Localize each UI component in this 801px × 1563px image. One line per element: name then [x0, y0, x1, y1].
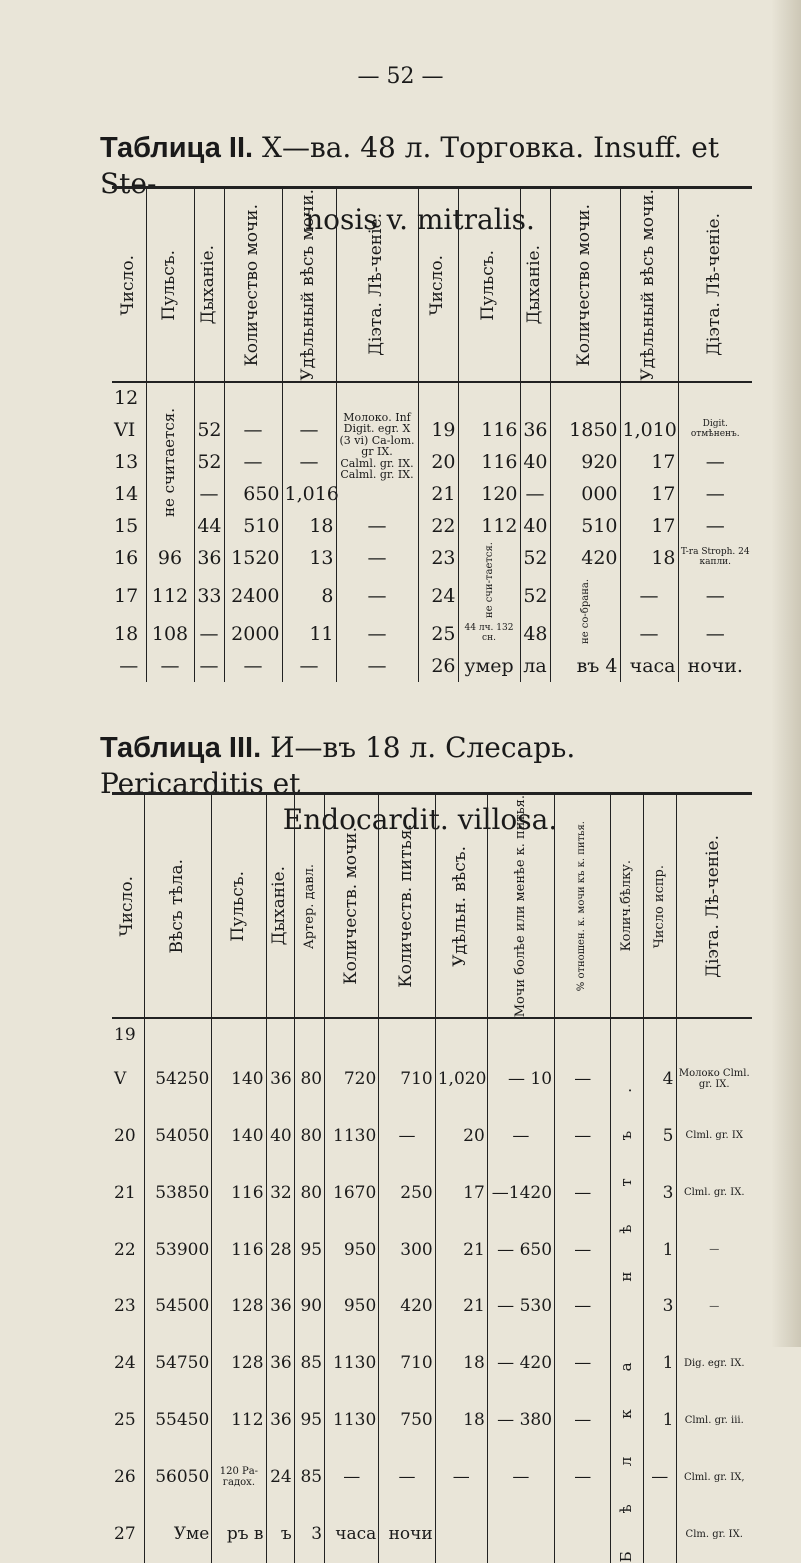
cell: 56050 [145, 1449, 212, 1506]
t2-h2: Дыханіе. [194, 188, 224, 382]
cell: — [520, 478, 550, 510]
cell: 1,010 [620, 414, 678, 446]
cell: 920 [550, 446, 620, 478]
t2-h9: Количество мочи. [550, 188, 620, 382]
cell: 95 [294, 1221, 324, 1278]
cell: 25 [418, 618, 458, 650]
cell [643, 1018, 676, 1050]
cell: 54500 [145, 1278, 212, 1335]
cell: 15 [114, 514, 139, 537]
cell: — [676, 1278, 752, 1335]
cell: ла [520, 650, 550, 682]
cell: 22 [418, 510, 458, 542]
cell: умер [458, 650, 520, 682]
t2-h7: Пульсъ. [458, 188, 520, 382]
cell: 510 [550, 510, 620, 542]
cell: — 380 [487, 1392, 554, 1449]
cell: 120 [458, 478, 520, 510]
cell: 2400 [224, 574, 282, 618]
t2-h10: Удѣльный вѣсъ мочи. [620, 188, 678, 382]
cell: 20 [435, 1107, 487, 1164]
cell: 000 [550, 478, 620, 510]
cell: 120 Ра-гадох. [212, 1449, 266, 1506]
cell: 17 [114, 584, 139, 607]
cell [212, 1018, 266, 1050]
cell: 420 [550, 542, 620, 574]
cell: 23 [418, 542, 458, 574]
page-number: — 52 — [357, 64, 444, 89]
cell [294, 1018, 324, 1050]
table2 [112, 186, 752, 682]
t3-h2: Пульсъ. [212, 794, 266, 1019]
cell: 80 [294, 1107, 324, 1164]
cell: 1 [643, 1392, 676, 1449]
cell: 112 [212, 1392, 266, 1449]
cell: 1 [643, 1221, 676, 1278]
cell: 32 [266, 1164, 294, 1221]
cell: 510 [224, 510, 282, 542]
cell: 53900 [145, 1221, 212, 1278]
cell: 19 [114, 1024, 136, 1045]
cell: 19 [418, 414, 458, 446]
cell: — [555, 1221, 611, 1278]
cell [678, 382, 752, 414]
cell: Уме [145, 1506, 212, 1563]
cell: — [555, 1050, 611, 1107]
cell: 26 [418, 650, 458, 682]
t2-h8: Дыханіе. [520, 188, 550, 382]
cell: 52 [194, 446, 224, 478]
cell: 16 [114, 546, 139, 569]
cell: 36 [194, 542, 224, 574]
table2-title-line1: X—ва. 48 л. Торговка. Insuff. et Ste- [100, 131, 720, 200]
pulse-note-cell: не считается. [146, 382, 194, 542]
cell: — 650 [487, 1221, 554, 1278]
cell: 112 [458, 510, 520, 542]
cell: — [678, 478, 752, 510]
cell: часа [325, 1506, 379, 1563]
t3-h12: Діэта. Лѣ-ченіе. [676, 794, 752, 1019]
cell: 5 [643, 1107, 676, 1164]
cell: 40 [266, 1107, 294, 1164]
cell: 52 [194, 414, 224, 446]
cell [520, 382, 550, 414]
t3-h11: Число испр. [643, 794, 676, 1019]
cell: Clml. gr. IX [676, 1107, 752, 1164]
cell: 13 [282, 542, 336, 574]
cell: 55450 [145, 1392, 212, 1449]
cell: 1130 [325, 1335, 379, 1392]
cell: 1850 [550, 414, 620, 446]
cell: 140 [212, 1107, 266, 1164]
cell: T-ra Stroph. 24 капли. [678, 542, 752, 574]
cell [266, 1018, 294, 1050]
cell: Digit. отмѣненъ. [678, 414, 752, 446]
cell: 17 [435, 1164, 487, 1221]
cell: 21 [114, 1182, 136, 1203]
table3 [112, 792, 752, 1563]
cell: — [379, 1449, 435, 1506]
cell: 44 лч. 132 сн. [458, 618, 520, 650]
cell: — [555, 1335, 611, 1392]
t2-h1: Пульсъ. [146, 188, 194, 382]
cell: — [435, 1449, 487, 1506]
urine-note-right: не со-брана. [550, 574, 620, 650]
pulse-note-right: не счи-тается. [458, 542, 520, 618]
table-row [112, 1221, 752, 1278]
cell [487, 1018, 554, 1050]
cell: — [194, 478, 224, 510]
t3-h7: Удѣльн. вѣсъ. [435, 794, 487, 1019]
cell: 13 [114, 450, 139, 473]
cell: 116 [458, 414, 520, 446]
cell: 24 [418, 574, 458, 618]
cell [620, 382, 678, 414]
cell: 33 [194, 574, 224, 618]
cell: Clml. gr. iii. [676, 1392, 752, 1449]
diet-note-cell: Молоко. Inf Digit. egr. X (3 vi) Ca-lom. gr IX. Calml. gr. IX. Calml. gr. IX. [336, 382, 418, 510]
cell: 18 [114, 622, 139, 645]
cell: — [678, 618, 752, 650]
cell: 85 [294, 1335, 324, 1392]
table-row [112, 510, 752, 542]
cell: 14 [114, 482, 139, 505]
cell [550, 382, 620, 414]
table-row [112, 1506, 752, 1563]
cell [282, 382, 336, 414]
cell: 17 [620, 510, 678, 542]
t2-h11: Діэта. Лѣ-ченіе. [678, 188, 752, 382]
cell: часа [620, 650, 678, 682]
cell: — [224, 650, 282, 682]
cell [555, 1506, 611, 1563]
t3-h4: Артер. давл. [294, 794, 324, 1019]
cell: — [282, 650, 336, 682]
cell: — [678, 446, 752, 478]
cell: 128 [212, 1278, 266, 1335]
cell: ночи. [678, 650, 752, 682]
cell: — [282, 414, 336, 446]
cell: 11 [282, 618, 336, 650]
cell: 36 [520, 414, 550, 446]
cell: — [379, 1107, 435, 1164]
cell: 24 [266, 1449, 294, 1506]
cell: 18 [620, 542, 678, 574]
cell: ръ в [212, 1506, 266, 1563]
cell: — [336, 618, 418, 650]
cell: 18 [282, 510, 336, 542]
t3-h6: Количеств. питья. [379, 794, 435, 1019]
cell: 40 [520, 510, 550, 542]
cell: — [555, 1449, 611, 1506]
cell: — [555, 1278, 611, 1335]
t2-h5: Діэта. Лѣ-ченіе. [336, 188, 418, 382]
cell: — [119, 654, 139, 677]
t3-h9: % отношен. к. мочи къ к. питья. [555, 794, 611, 1019]
table3-title-line1: И—въ 18 л. Слесарь. Pericarditis et [100, 731, 576, 800]
cell: — [336, 650, 418, 682]
cell: 44 [194, 510, 224, 542]
cell: Clml. gr. IX, [676, 1449, 752, 1506]
cell: 3 [643, 1164, 676, 1221]
table-row [112, 542, 752, 574]
cell: V [114, 1068, 127, 1089]
cell: — [487, 1449, 554, 1506]
cell: 36 [266, 1335, 294, 1392]
table-row [112, 1449, 752, 1506]
cell: 116 [212, 1164, 266, 1221]
page-edge-shadow [771, 0, 801, 1347]
cell [487, 1506, 554, 1563]
cell: — [487, 1107, 554, 1164]
cell [676, 1018, 752, 1050]
table-row [112, 1107, 752, 1164]
cell: 1130 [325, 1107, 379, 1164]
cell: —1420 [487, 1164, 554, 1221]
cell: 54050 [145, 1107, 212, 1164]
cell: 18 [435, 1335, 487, 1392]
cell: — [282, 446, 336, 478]
cell: 1520 [224, 542, 282, 574]
cell: — [678, 510, 752, 542]
t3-h0: Число. [117, 875, 138, 937]
cell: 80 [294, 1164, 324, 1221]
cell: 54250 [145, 1050, 212, 1107]
cell: 53850 [145, 1164, 212, 1221]
cell: — [620, 574, 678, 618]
cell: 650 [224, 478, 282, 510]
cell: — [336, 542, 418, 574]
protein-note-cell: Бѣлка нѣтъ. [611, 1050, 644, 1562]
cell: 420 [379, 1278, 435, 1335]
cell: — [555, 1164, 611, 1221]
cell: — [224, 446, 282, 478]
cell: Dig. egr. IX. [676, 1335, 752, 1392]
cell: 52 [520, 542, 550, 574]
table-row [112, 1050, 752, 1107]
cell: — [336, 574, 418, 618]
cell: 23 [114, 1296, 136, 1317]
cell: 36 [266, 1392, 294, 1449]
cell: 4 [643, 1050, 676, 1107]
cell: 28 [266, 1221, 294, 1278]
cell [379, 1018, 435, 1050]
table-row [112, 382, 752, 414]
cell: — [336, 510, 418, 542]
t2-h6: Число. [418, 188, 458, 382]
cell: 48 [520, 618, 550, 650]
cell: въ 4 [550, 650, 620, 682]
cell: — [676, 1221, 752, 1278]
t2-h3: Количество мочи. [224, 188, 282, 382]
cell [224, 382, 282, 414]
cell [643, 1506, 676, 1563]
cell: 950 [325, 1221, 379, 1278]
cell [555, 1018, 611, 1050]
cell: 24 [114, 1353, 136, 1374]
cell: — [620, 618, 678, 650]
cell: 1130 [325, 1392, 379, 1449]
cell: Молоко Clml. gr. IX. [676, 1050, 752, 1107]
cell: 3 [643, 1278, 676, 1335]
table-row [112, 1335, 752, 1392]
cell: 36 [266, 1278, 294, 1335]
cell: 21 [418, 478, 458, 510]
cell: 36 [266, 1050, 294, 1107]
cell: — 10 [487, 1050, 554, 1107]
cell: 1,020 [435, 1050, 487, 1107]
t3-h10: Колич.бѣлку. [611, 794, 644, 1019]
cell: 27 [114, 1524, 136, 1545]
cell: — [146, 650, 194, 682]
table-row [112, 1018, 752, 1050]
cell: 95 [294, 1392, 324, 1449]
cell: 128 [212, 1335, 266, 1392]
cell: — [224, 414, 282, 446]
table-row [112, 574, 752, 618]
cell [458, 382, 520, 414]
cell: 85 [294, 1449, 324, 1506]
cell: — [194, 650, 224, 682]
cell: 20 [418, 446, 458, 478]
cell: 108 [146, 618, 194, 650]
cell: 40 [520, 446, 550, 478]
cell: 90 [294, 1278, 324, 1335]
cell [194, 382, 224, 414]
table-row [112, 618, 752, 650]
cell: 52 [520, 574, 550, 618]
cell: 250 [379, 1164, 435, 1221]
cell: 116 [212, 1221, 266, 1278]
cell: 21 [435, 1278, 487, 1335]
cell: 17 [620, 478, 678, 510]
cell: VI [114, 418, 136, 441]
cell: 17 [620, 446, 678, 478]
cell: 54750 [145, 1335, 212, 1392]
cell: 1670 [325, 1164, 379, 1221]
table-row [112, 478, 752, 510]
cell: 18 [435, 1392, 487, 1449]
table-row [112, 1392, 752, 1449]
table3-title-line2: Endocardit. villosa. [282, 803, 558, 836]
cell: Clml. gr. IX. [676, 1164, 752, 1221]
cell: — [325, 1449, 379, 1506]
cell: 25 [114, 1410, 136, 1431]
cell: 21 [435, 1221, 487, 1278]
cell: 750 [379, 1392, 435, 1449]
cell: — [555, 1392, 611, 1449]
cell: 8 [282, 574, 336, 618]
cell: 12 [114, 387, 139, 410]
cell [435, 1506, 487, 1563]
table-row [112, 1164, 752, 1221]
cell: 1,016 [282, 478, 336, 510]
table2-header-row [112, 188, 752, 382]
cell: 26 [114, 1467, 136, 1488]
t3-h8: Мочи болѣе или менѣе к. питья. [487, 794, 554, 1019]
t3-h3: Дыханіе. [266, 794, 294, 1019]
cell: Clm. gr. IX. [676, 1506, 752, 1563]
cell: 140 [212, 1050, 266, 1107]
cell [418, 382, 458, 414]
cell: — 530 [487, 1278, 554, 1335]
cell [435, 1018, 487, 1050]
cell: 710 [379, 1335, 435, 1392]
cell: 3 [294, 1506, 324, 1563]
cell: 1 [643, 1335, 676, 1392]
cell: 720 [325, 1050, 379, 1107]
table-row [112, 650, 752, 682]
cell: — [194, 618, 224, 650]
cell: 80 [294, 1050, 324, 1107]
table2-title-line2: nosis v. mitralis. [305, 203, 535, 236]
cell: 116 [458, 446, 520, 478]
table2-label: Таблица II. [100, 132, 254, 164]
table-row [112, 446, 752, 478]
cell: ночи [379, 1506, 435, 1563]
cell: 20 [114, 1125, 136, 1146]
cell: — [555, 1107, 611, 1164]
cell: 950 [325, 1278, 379, 1335]
table-row [112, 414, 752, 446]
cell: 22 [114, 1239, 136, 1260]
cell: — [678, 574, 752, 618]
cell: 112 [146, 574, 194, 618]
cell: 2000 [224, 618, 282, 650]
cell [145, 1018, 212, 1050]
t2-h0: Число. [117, 254, 138, 316]
t2-h4: Удѣльный вѣсъ мочи. [282, 188, 336, 382]
t3-h5: Количеств. мочи. [325, 794, 379, 1019]
cell: 96 [146, 542, 194, 574]
cell [611, 1018, 644, 1050]
t3-h1: Вѣсъ тѣла. [145, 794, 212, 1019]
cell: ъ [266, 1506, 294, 1563]
table-row [112, 1278, 752, 1335]
table3-label: Таблица III. [100, 732, 262, 764]
cell: 300 [379, 1221, 435, 1278]
cell: — [643, 1449, 676, 1506]
table3-header-row [112, 794, 752, 1019]
cell [325, 1018, 379, 1050]
cell: 710 [379, 1050, 435, 1107]
cell: — 420 [487, 1335, 554, 1392]
